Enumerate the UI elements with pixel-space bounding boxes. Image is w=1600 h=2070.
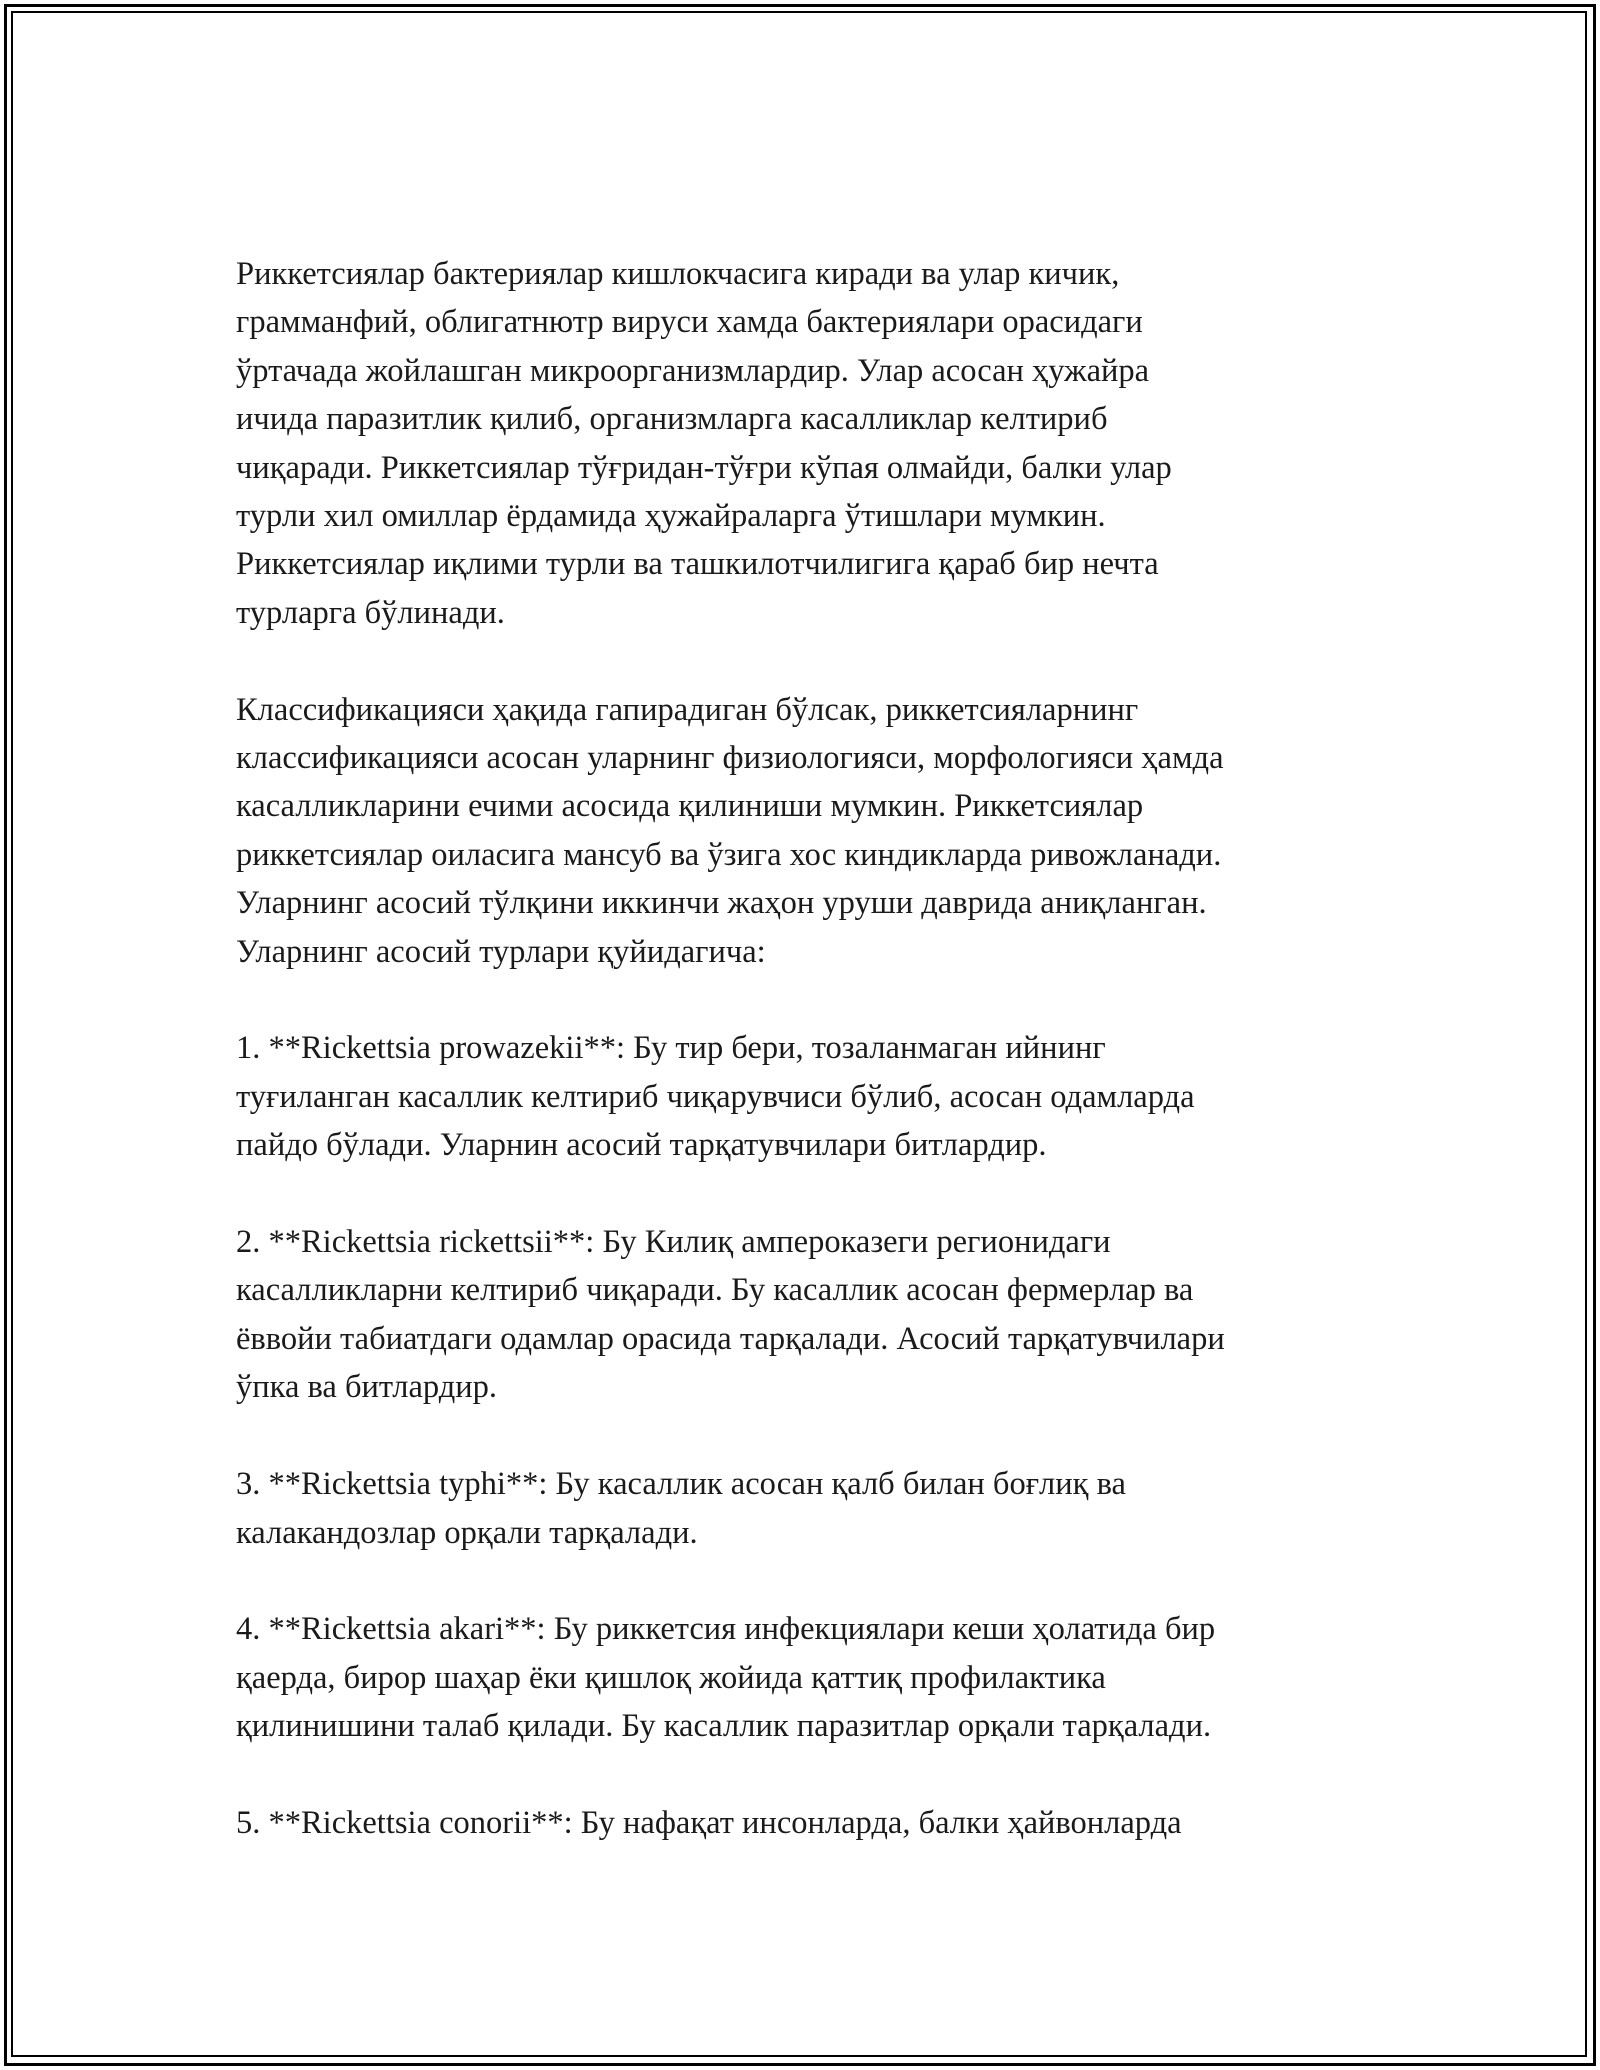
text-line: пайдо бўлади. Уларнин асосий тарқатувчилари битлардир. bbox=[236, 1127, 1047, 1164]
text-line: 4. **Rickettsia akari**: Бу риккетсия инфекциялари кеши ҳолатида бир bbox=[236, 1611, 1216, 1648]
list-item-rickettsii bbox=[236, 1218, 1366, 1412]
text-line: грамманфий, облигатнютр вируси хамда бактериялари орасидаги bbox=[236, 304, 1143, 341]
paragraph-intro bbox=[236, 250, 1366, 637]
text-line: 3. **Rickettsia typhi**: Бу касаллик асосан қалб билан боғлиқ ва bbox=[236, 1466, 1126, 1503]
text-line: турли хил омиллар ёрдамида ҳужайраларга ўтишлари мумкин. bbox=[236, 498, 1106, 535]
text-line: туғиланган касаллик келтириб чиқарувчиси бўлиб, асосан одамларда bbox=[236, 1078, 1195, 1115]
text-line: Классификацияси ҳақида гапирадиган бўлсак, риккетсияларнинг bbox=[236, 691, 1139, 728]
text-line: қаерда, бирор шаҳар ёки қишлоқ жойида қаттиқ профилактика bbox=[236, 1659, 1106, 1696]
text-line: ўпка ва битлардир. bbox=[236, 1369, 498, 1406]
text-line: чиқаради. Риккетсиялар тўғридан-тўғри кўпая олмайди, балки улар bbox=[236, 449, 1172, 486]
text-line: Уларнинг асосий турлари қуйидагича: bbox=[236, 933, 766, 970]
list-item-conorii bbox=[236, 1799, 1366, 1847]
text-line: Риккетсиялар иқлими турли ва ташкилотчилигига қараб бир нечта bbox=[236, 546, 1159, 583]
document-body bbox=[236, 250, 1366, 1896]
text-line: ўртачада жойлашган микроорганизмлардир. Улар асосан ҳужайра bbox=[236, 352, 1150, 389]
list-item-akari bbox=[236, 1605, 1366, 1750]
list-item-prowazekii bbox=[236, 1024, 1366, 1169]
text-line: 1. **Rickettsia prowazekii**: Бу тир бери, тозаланмаган ийнинг bbox=[236, 1030, 1106, 1067]
paragraph-classification bbox=[236, 686, 1366, 976]
text-line: 2. **Rickettsia rickettsii**: Бу Килиқ ампероказеги регионидаги bbox=[236, 1224, 1111, 1261]
list-item-typhi bbox=[236, 1460, 1366, 1557]
text-line: ичида паразитлик қилиб, организмларга касалликлар келтириб bbox=[236, 401, 1108, 438]
text-line: ёввойи табиатдаги одамлар орасида тарқалади. Асосий тарқатувчилари bbox=[236, 1320, 1225, 1357]
text-line: қилинишини талаб қилади. Бу касаллик паразитлар орқали тарқалади. bbox=[236, 1708, 1212, 1745]
text-line: риккетсиялар оиласига мансуб ва ўзига хос киндикларда ривожланади. bbox=[236, 836, 1222, 873]
text-line: калакандозлар орқали тарқалади. bbox=[236, 1514, 698, 1551]
text-line: 5. **Rickettsia conorii**: Бу нафақат инсонларда, балки ҳайвонларда bbox=[236, 1804, 1182, 1841]
text-line: касалликларни келтириб чиқаради. Бу касаллик асосан фермерлар ва bbox=[236, 1272, 1194, 1309]
text-line: касалликларини ечими асосида қилиниши мумкин. Риккетсиялар bbox=[236, 788, 1144, 825]
text-line: турларга бўлинади. bbox=[236, 594, 505, 631]
text-line: классификацияси асосан уларнинг физиологияси, морфологияси ҳамда bbox=[236, 740, 1224, 777]
text-line: Уларнинг асосий тўлқини иккинчи жаҳон уруши даврида аниқланган. bbox=[236, 885, 1207, 922]
text-line: Риккетсиялар бактериялар кишлокчасига киради ва улар кичик, bbox=[236, 256, 1120, 292]
